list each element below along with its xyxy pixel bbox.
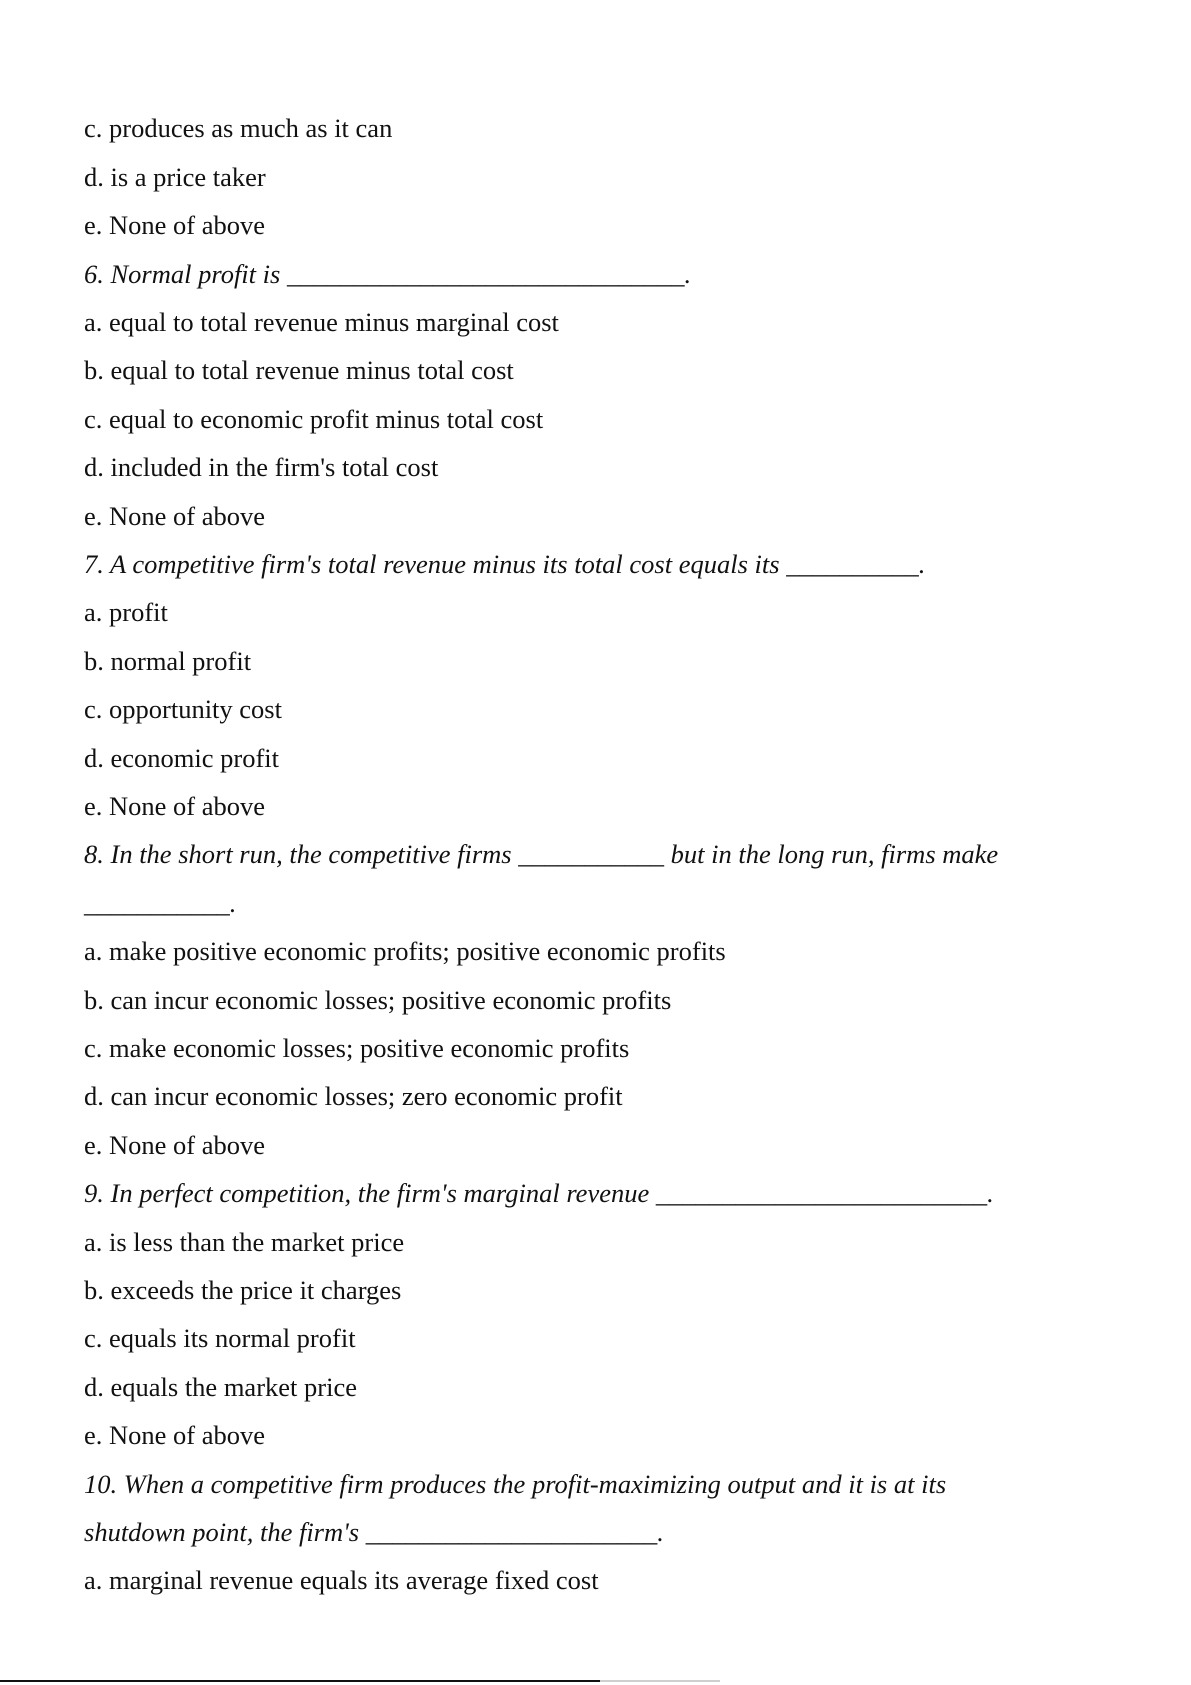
question-8-line-1: 8. In the short run, the competitive firms ___________ but in the long run, firms make [84, 839, 999, 869]
option-e-q6: e. None of above [84, 501, 266, 531]
question-9: 9. In perfect competition, the firm's marginal revenue _________________________. [84, 1178, 994, 1208]
option-a-q7: a. profit [84, 597, 168, 627]
option-e-q9: e. None of above [84, 1420, 266, 1450]
option-c-q5: c. produces as much as it can [84, 113, 393, 143]
option-c-q8: c. make economic losses; positive economic profits [84, 1033, 630, 1063]
question-8-line-2: ___________. [84, 888, 237, 918]
option-e-q7: e. None of above [84, 791, 266, 821]
option-a-q8: a. make positive economic profits; positive economic profits [84, 936, 726, 966]
option-b-q8: b. can incur economic losses; positive economic profits [84, 985, 672, 1015]
question-7: 7. A competitive firm's total revenue minus its total cost equals its __________. [84, 549, 926, 579]
option-d-q7: d. economic profit [84, 743, 280, 773]
question-10-line-2: shutdown point, the firm's ______________________. [84, 1517, 664, 1547]
option-d-q6: d. included in the firm's total cost [84, 452, 439, 482]
footer-divider-faint [600, 1680, 720, 1682]
option-d-q9: d. equals the market price [84, 1372, 357, 1402]
option-d-q8: d. can incur economic losses; zero economic profit [84, 1081, 623, 1111]
footer-divider [0, 1680, 600, 1682]
option-d-q5: d. is a price taker [84, 162, 266, 192]
option-a-q6: a. equal to total revenue minus marginal cost [84, 307, 559, 337]
option-c-q7: c. opportunity cost [84, 694, 282, 724]
option-c-q9: c. equals its normal profit [84, 1323, 356, 1353]
option-c-q6: c. equal to economic profit minus total cost [84, 404, 544, 434]
option-a-q9: a. is less than the market price [84, 1227, 405, 1257]
option-b-q6: b. equal to total revenue minus total cost [84, 355, 514, 385]
option-b-q7: b. normal profit [84, 646, 252, 676]
option-a-q10: a. marginal revenue equals its average fixed cost [84, 1565, 599, 1595]
option-e-q8: e. None of above [84, 1130, 266, 1160]
option-b-q9: b. exceeds the price it charges [84, 1275, 402, 1305]
option-e-q5: e. None of above [84, 210, 266, 240]
question-10-line-1: 10. When a competitive firm produces the profit-maximizing output and it is at its [84, 1469, 947, 1499]
question-6: 6. Normal profit is ______________________________. [84, 259, 692, 289]
